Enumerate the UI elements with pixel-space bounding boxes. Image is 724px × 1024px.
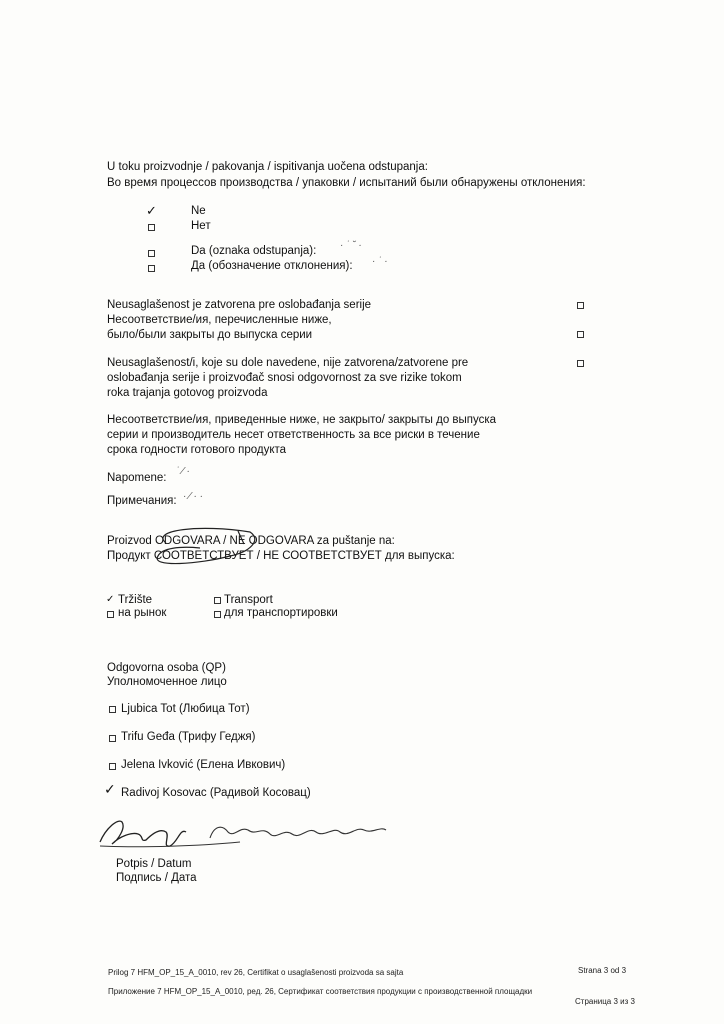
notes-label-ru: Примечания: bbox=[107, 495, 177, 507]
selection-circle bbox=[154, 528, 255, 563]
nc-open-ru-2: серии и производитель несет ответственность за все риски в течение bbox=[107, 429, 480, 441]
option-da-ru: Да (обозначение отклонения): bbox=[191, 260, 353, 272]
compliance-sr-odgovara: ODGOVARA bbox=[154, 535, 220, 547]
nc-closed-ru-1: Несоответствие/ия, перечисленные ниже, bbox=[107, 314, 332, 326]
footer-page-ru: Страница 3 из 3 bbox=[575, 997, 635, 1006]
release-market-ru: на рынок bbox=[118, 607, 167, 619]
qp-title-sr: Odgovorna osoba (QP) bbox=[107, 662, 226, 674]
deviation-heading-sr: U toku proizvodnje / pakovanja / ispitivanja uočena odstupanja: bbox=[107, 161, 428, 173]
signature-underline bbox=[100, 842, 240, 847]
qp-person-2: Trifu Geđa (Трифу Геджя) bbox=[121, 731, 256, 743]
qp-title-ru: Уполномоченное лицо bbox=[107, 676, 227, 688]
compliance-ru-sootv: СООТВЕТСТВУЕТ bbox=[153, 550, 254, 562]
footer-line-sr: Prilog 7 HFM_OP_15_A_0010, rev 26, Certifikat o usaglašenosti proizvoda sa sajta bbox=[108, 968, 404, 977]
compliance-ru-prefix: Продукт bbox=[107, 550, 151, 562]
nc-closed-sr: Neusaglašenost je zatvorena pre oslobađanja serije bbox=[107, 299, 372, 311]
strike-mark bbox=[238, 531, 244, 544]
footer-line-ru: Приложение 7 HFM_OP_15_A_0010, ред. 26, Сертификат соответствия продукции с производственной площадки bbox=[108, 987, 533, 996]
compliance-ru-rest: / НЕ СООТВЕТСТВУЕТ для выпуска: bbox=[256, 550, 455, 562]
notes-label-sr: Napomene: bbox=[107, 472, 167, 484]
checked-mark-icon: ✓ bbox=[106, 594, 115, 605]
signature-drawing bbox=[100, 821, 186, 846]
nc-open-ru-3: срока годности готового продукта bbox=[107, 444, 287, 456]
release-market-sr: Tržište bbox=[118, 594, 153, 606]
checked-mark-icon: ✓ bbox=[104, 781, 116, 797]
qp-person-3: Jelena Ivković (Елена Ивкович) bbox=[121, 759, 286, 771]
nc-closed-ru-2: было/были закрыты до выпуска серии bbox=[107, 329, 313, 341]
option-net: Нет bbox=[191, 220, 211, 232]
signature-label-sr: Potpis / Datum bbox=[116, 858, 192, 870]
date-scribble bbox=[210, 827, 386, 838]
compliance-sr-rest: / NE ODGOVARA za puštanje na: bbox=[223, 535, 395, 547]
nc-open-ru-1: Несоответствие/ия, приведенные ниже, не закрыто/ закрыты до выпуска bbox=[107, 414, 497, 426]
option-da-sr: Da (oznaka odstupanja): bbox=[191, 245, 317, 257]
release-transport-sr: Transport bbox=[224, 594, 273, 606]
option-ne: Ne bbox=[191, 205, 206, 217]
handwritten-mark: · ˙ · bbox=[372, 256, 388, 267]
handwritten-mark: · ⁄ · · bbox=[183, 491, 203, 502]
handwritten-mark: ˙ ⁄ · bbox=[176, 466, 190, 477]
qp-person-1: Ljubica Tot (Любица Тот) bbox=[121, 703, 250, 715]
checked-mark-icon: ✓ bbox=[146, 203, 157, 218]
nc-open-sr-2: oslobađanja serije i proizvođač snosi odgovornost za sve rizike tokom bbox=[107, 372, 462, 384]
handwritten-mark: · ˙ ˘ · bbox=[340, 240, 362, 251]
signature-label-ru: Подпись / Дата bbox=[116, 872, 197, 884]
release-transport-ru: для транспортировки bbox=[224, 607, 338, 619]
qp-person-4: Radivoj Kosovac (Радивой Косовац) bbox=[121, 787, 311, 799]
compliance-sr-prefix: Proizvod bbox=[107, 535, 152, 547]
footer-page-sr: Strana 3 od 3 bbox=[578, 966, 627, 975]
deviation-heading-ru: Во время процессов производства / упаковки / испытаний были обнаружены отклонения: bbox=[107, 177, 586, 189]
nc-open-sr-1: Neusaglašenost/i, koje su dole navedene, nije zatvorena/zatvorene pre bbox=[107, 357, 469, 369]
nc-open-sr-3: roka trajanja gotovog proizvoda bbox=[107, 387, 268, 399]
